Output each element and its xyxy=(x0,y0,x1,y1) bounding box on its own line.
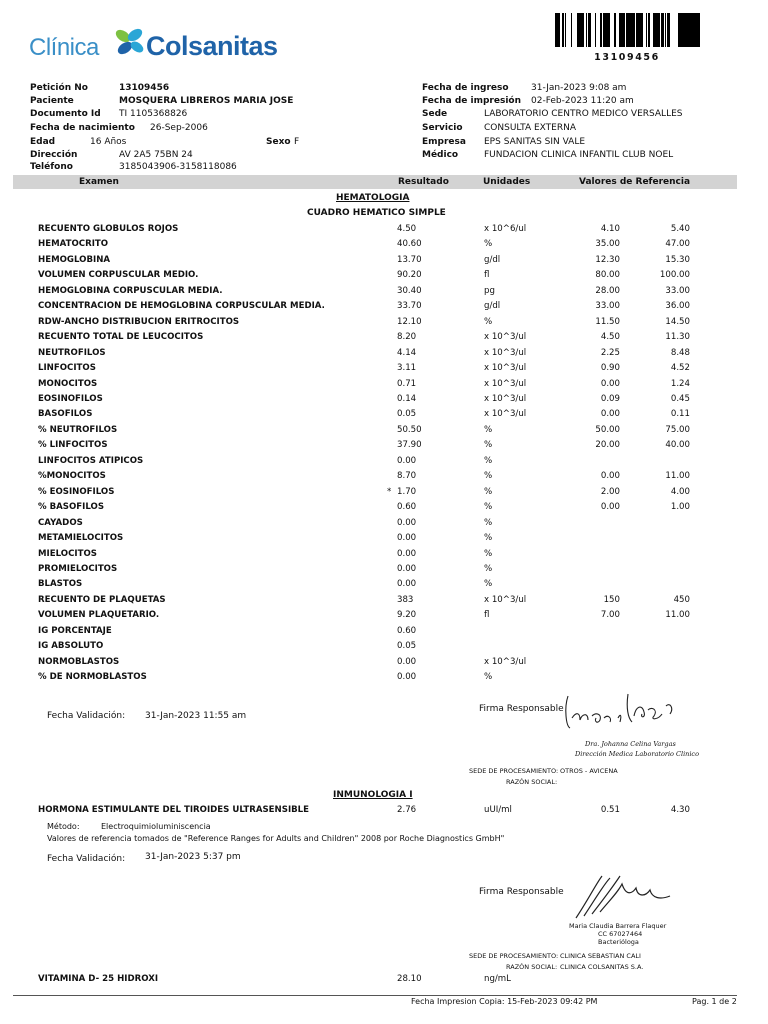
validation-label-2: Fecha Validación: xyxy=(47,854,126,864)
firma-label-2: Firma Responsable xyxy=(479,887,564,897)
ref-max: 11.00 xyxy=(665,471,690,482)
exam-value: 90.20 xyxy=(397,270,422,281)
signature-2-caption-title: Bacterióloga xyxy=(598,938,639,946)
ref-max: 100.00 xyxy=(659,270,690,281)
exam-name: HEMOGLOBINA CORPUSCULAR MEDIA. xyxy=(38,285,223,296)
exam-value: 0.05 xyxy=(397,409,417,420)
ref-min: 28.00 xyxy=(595,285,620,296)
exam-name: EOSINOFILOS xyxy=(38,393,103,404)
ref-min: 4.50 xyxy=(600,332,620,343)
info-value: 3185043906-3158118086 xyxy=(119,162,237,172)
exam-unit: x 10^3/ul xyxy=(484,347,527,358)
logo-text-clinica: Clínica xyxy=(29,34,99,61)
ref-max: 33.00 xyxy=(665,285,690,296)
exam-value: 40.60 xyxy=(397,239,422,250)
ref-max: 1.24 xyxy=(670,378,690,389)
exam-value: 383 xyxy=(397,594,414,605)
exam-value: 0.14 xyxy=(397,393,417,404)
ref-min: 4.10 xyxy=(600,224,620,234)
result-row xyxy=(0,223,768,235)
exam-unit: % xyxy=(484,563,493,574)
ref-min: 150 xyxy=(603,594,620,605)
info-value: 16 Años xyxy=(90,137,127,147)
result-row xyxy=(0,470,768,482)
ref-min: 0.00 xyxy=(600,378,620,389)
exam-unit: % xyxy=(484,486,493,497)
result-row xyxy=(0,578,768,590)
exam-name: % DE NORMOBLASTOS xyxy=(38,672,147,682)
section-title-hematologia: HEMATOLOGIA xyxy=(336,193,410,203)
ref-max: 0.11 xyxy=(670,409,690,420)
info-value: CONSULTA EXTERNA xyxy=(484,123,577,133)
sexo-label: Sexo xyxy=(266,137,291,147)
result-row xyxy=(0,609,768,621)
ref-min: 33.00 xyxy=(595,301,620,312)
ref-min: 0.90 xyxy=(600,363,620,373)
info-label: Paciente xyxy=(30,96,74,106)
info-label: Teléfono xyxy=(30,162,73,172)
ref-max: 4.00 xyxy=(670,486,690,497)
validation-date: 31-Jan-2023 11:55 am xyxy=(145,711,247,721)
footer-print-date: Fecha Impresion Copia: 15-Feb-2023 09:42 PM xyxy=(411,997,598,1006)
exam-name: % BASOFILOS xyxy=(38,502,105,513)
info-value: 02-Feb-2023 11:20 am xyxy=(531,96,634,106)
exam-name: LINFOCITOS ATIPICOS xyxy=(38,455,144,466)
exam-unit: x 10^3/ul xyxy=(484,393,527,404)
footer-divider xyxy=(13,995,737,996)
ref-min: 20.00 xyxy=(595,440,620,451)
ref-max: 5.40 xyxy=(670,224,690,234)
result-row xyxy=(0,362,768,374)
exam-name: HEMATOCRITO xyxy=(38,239,109,250)
firma-label: Firma Responsable xyxy=(479,704,564,714)
result-row-vitamina-d xyxy=(0,973,768,985)
sede-label-2: SEDE DE PROCESAMIENTO: xyxy=(469,952,559,960)
sede-label-1: SEDE DE PROCESAMIENTO: xyxy=(469,767,559,775)
exam-unit: pg xyxy=(484,285,495,296)
result-row xyxy=(0,671,768,683)
info-label: Médico xyxy=(422,150,459,160)
info-value: MOSQUERA LIBREROS MARIA JOSE xyxy=(119,96,294,106)
ref-max: 36.00 xyxy=(665,301,690,312)
section-title-inmunologia: INMUNOLOGIA I xyxy=(333,790,413,800)
col-result: Resultado xyxy=(398,177,449,187)
info-value: 31-Jan-2023 9:08 am xyxy=(531,83,627,93)
exam-name: RDW-ANCHO DISTRIBUCION ERITROCITOS xyxy=(38,316,240,327)
exam-unit: g/dl xyxy=(484,254,501,265)
exam-name: VOLUMEN PLAQUETARIO. xyxy=(38,610,160,621)
ref-min: 0.00 xyxy=(600,471,620,482)
info-label: Fecha de impresión xyxy=(422,96,521,106)
info-value: 26-Sep-2006 xyxy=(150,123,208,133)
ref-min: 0.00 xyxy=(600,502,620,513)
exam-unit: x 10^3/ul xyxy=(484,656,527,667)
signature-1-caption-title: Dirección Medica Laboratorio Clinico xyxy=(575,750,699,758)
exam-unit: fl xyxy=(484,270,490,281)
exam-unit: x 10^3/ul xyxy=(484,363,527,373)
ref-min: 80.00 xyxy=(595,270,620,281)
result-row xyxy=(0,316,768,328)
exam-unit: x 10^6/ul xyxy=(484,224,527,234)
exam-name: % LINFOCITOS xyxy=(38,440,108,451)
signature-1-image xyxy=(562,688,682,732)
ref-min: 11.50 xyxy=(595,316,620,327)
exam-name: PROMIELOCITOS xyxy=(38,563,118,574)
result-row xyxy=(0,501,768,513)
result-row-tsh xyxy=(0,804,768,816)
col-units: Unidades xyxy=(483,177,531,187)
exam-name: % NEUTROFILOS xyxy=(38,424,118,435)
info-value: EPS SANITAS SIN VALE xyxy=(484,137,586,147)
result-row xyxy=(0,455,768,467)
info-value: 13109456 xyxy=(119,83,170,93)
ref-min: 0.00 xyxy=(600,409,620,420)
info-label: Sede xyxy=(422,109,448,119)
exam-name: RECUENTO DE PLAQUETAS xyxy=(38,594,166,605)
exam-name: BASOFILOS xyxy=(38,409,93,420)
exam-unit: x 10^3/ul xyxy=(484,378,527,389)
reference-note: Valores de referencia tomados de "Reference Ranges for Adults and Children" 2008 por Roche Diagnostics GmbH" xyxy=(47,834,505,843)
exam-value: 8.20 xyxy=(397,332,417,343)
exam-name: VITAMINA D- 25 HIDROXI xyxy=(38,974,159,984)
exam-unit: % xyxy=(484,316,493,327)
exam-unit: x 10^3/ul xyxy=(484,594,527,605)
exam-value: 0.00 xyxy=(397,533,417,543)
ref-max: 4.30 xyxy=(670,805,690,815)
exam-unit: % xyxy=(484,440,493,451)
result-row xyxy=(0,254,768,266)
exam-name: VOLUMEN CORPUSCULAR MEDIO. xyxy=(38,270,199,281)
exam-value: 0.60 xyxy=(397,625,417,636)
exam-value: 9.20 xyxy=(397,610,417,621)
exam-unit: x 10^3/ul xyxy=(484,332,527,343)
col-exam: Examen xyxy=(79,177,119,187)
result-row xyxy=(0,269,768,281)
section-subtitle: CUADRO HEMATICO SIMPLE xyxy=(307,208,446,218)
exam-value: 8.70 xyxy=(397,471,417,482)
exam-value: 2.76 xyxy=(397,805,417,815)
result-row xyxy=(0,300,768,312)
ref-min: 0.09 xyxy=(600,393,620,404)
results-column-header xyxy=(13,175,737,189)
ref-max: 14.50 xyxy=(665,316,690,327)
exam-name: NEUTROFILOS xyxy=(38,347,106,358)
sede-value-1: OTROS - AVICENA xyxy=(560,767,618,775)
exam-unit: g/dl xyxy=(484,301,501,312)
ref-max: 15.30 xyxy=(665,254,690,265)
exam-unit: fl xyxy=(484,610,490,621)
info-label: Documento Id xyxy=(30,109,101,119)
exam-name: LINFOCITOS xyxy=(38,363,96,373)
exam-value: 12.10 xyxy=(397,316,422,327)
exam-value: 50.50 xyxy=(397,424,422,435)
exam-name: MONOCITOS xyxy=(38,378,98,389)
ref-max: 1.00 xyxy=(670,502,690,513)
exam-unit: % xyxy=(484,672,493,682)
metodo-value: Electroquimioluminiscencia xyxy=(101,822,211,831)
info-value: AV 2A5 75BN 24 xyxy=(119,150,193,160)
exam-unit: % xyxy=(484,455,493,466)
ref-max: 4.52 xyxy=(670,363,690,373)
info-label: Empresa xyxy=(422,137,466,147)
exam-unit: % xyxy=(484,502,493,513)
result-row xyxy=(0,625,768,637)
ref-min: 12.30 xyxy=(595,254,620,265)
exam-name: CAYADOS xyxy=(38,517,83,528)
exam-value: 0.60 xyxy=(397,502,417,513)
result-row xyxy=(0,563,768,575)
exam-name: % EOSINOFILOS xyxy=(38,486,115,497)
exam-name: RECUENTO GLOBULOS ROJOS xyxy=(38,224,179,234)
exam-value: 1.70 xyxy=(397,486,417,497)
exam-name: METAMIELOCITOS xyxy=(38,533,124,543)
signature-2-caption-cc: CC 67027464 xyxy=(598,930,643,938)
result-row xyxy=(0,548,768,560)
result-row xyxy=(0,424,768,436)
result-row xyxy=(0,439,768,451)
exam-name: RECUENTO TOTAL DE LEUCOCITOS xyxy=(38,332,204,343)
result-row xyxy=(0,393,768,405)
exam-value: 0.71 xyxy=(397,378,417,389)
result-row xyxy=(0,517,768,529)
signature-2-image xyxy=(566,870,676,922)
sede-value-2: CLINICA SEBASTIAN CALI xyxy=(560,952,641,960)
info-label: Fecha de ingreso xyxy=(422,83,509,93)
logo-flower-icon xyxy=(111,26,151,58)
result-row xyxy=(0,331,768,343)
ref-max: 11.00 xyxy=(665,610,690,621)
exam-name: CONCENTRACION DE HEMOGLOBINA CORPUSCULAR MEDIA. xyxy=(38,301,325,312)
info-label: Dirección xyxy=(30,150,78,160)
ref-min: 2.25 xyxy=(600,347,620,358)
exam-name: HORMONA ESTIMULANTE DEL TIROIDES ULTRASENSIBLE xyxy=(38,805,310,815)
validation-label: Fecha Validación: xyxy=(47,711,126,721)
exam-name: IG PORCENTAJE xyxy=(38,625,112,636)
ref-max: 40.00 xyxy=(665,440,690,451)
metodo-label: Método: xyxy=(47,822,80,831)
exam-name: IG ABSOLUTO xyxy=(38,641,104,652)
exam-value: 0.05 xyxy=(397,641,417,652)
ref-max: 450 xyxy=(673,594,690,605)
exam-unit: % xyxy=(484,239,493,250)
exam-value: 0.00 xyxy=(397,563,417,574)
result-row xyxy=(0,285,768,297)
result-row xyxy=(0,238,768,250)
info-label: Fecha de nacimiento xyxy=(30,123,135,133)
result-row xyxy=(0,640,768,652)
result-row xyxy=(0,532,768,544)
exam-value: 0.00 xyxy=(397,672,417,682)
exam-name: BLASTOS xyxy=(38,579,83,590)
exam-unit: ng/mL xyxy=(484,974,511,984)
exam-value: 28.10 xyxy=(397,974,422,984)
col-reference: Valores de Referencia xyxy=(579,177,691,187)
result-row xyxy=(0,347,768,359)
result-row xyxy=(0,656,768,668)
ref-max: 75.00 xyxy=(665,424,690,435)
ref-min: 0.51 xyxy=(600,805,620,815)
exam-unit: uUI/ml xyxy=(484,805,512,815)
ref-max: 47.00 xyxy=(665,239,690,250)
ref-min: 2.00 xyxy=(600,486,620,497)
ref-max: 8.48 xyxy=(670,347,690,358)
exam-value: 3.11 xyxy=(397,363,417,373)
info-value: TI 1105368826 xyxy=(119,109,188,119)
validation-date-2: 31-Jan-2023 5:37 pm xyxy=(145,852,241,862)
exam-value: 0.00 xyxy=(397,656,417,667)
exam-name: MIELOCITOS xyxy=(38,548,97,559)
exam-value: 4.50 xyxy=(397,224,417,234)
info-label: Petición No xyxy=(30,83,88,93)
footer-page-number: Pag. 1 de 2 xyxy=(692,997,737,1006)
result-row xyxy=(0,594,768,606)
info-label: Edad xyxy=(30,137,56,147)
info-value: FUNDACION CLINICA INFANTIL CLUB NOEL xyxy=(484,150,674,160)
exam-value: 33.70 xyxy=(397,301,422,312)
sexo-value: F xyxy=(294,137,300,147)
result-row xyxy=(0,378,768,390)
exam-unit: % xyxy=(484,548,493,559)
exam-unit: % xyxy=(484,533,493,543)
exam-value: 0.00 xyxy=(397,579,417,590)
ref-min: 7.00 xyxy=(600,610,620,621)
razon-label-1: RAZÓN SOCIAL: xyxy=(506,778,558,786)
info-label: Servicio xyxy=(422,123,463,133)
result-row xyxy=(0,408,768,420)
exam-value: 30.40 xyxy=(397,285,422,296)
ref-max: 11.30 xyxy=(665,332,690,343)
exam-unit: % xyxy=(484,579,493,590)
logo-text-colsanitas: Colsanitas xyxy=(146,31,278,61)
exam-name: NORMOBLASTOS xyxy=(38,656,120,667)
barcode-image xyxy=(550,13,702,47)
exam-value: 4.14 xyxy=(397,347,417,358)
exam-value: 37.90 xyxy=(397,440,422,451)
exam-unit: x 10^3/ul xyxy=(484,409,527,420)
result-row xyxy=(0,486,768,498)
ref-min: 35.00 xyxy=(595,239,620,250)
exam-name: HEMOGLOBINA xyxy=(38,254,111,265)
exam-value: 0.00 xyxy=(397,455,417,466)
razon-value-2: CLINICA COLSANITAS S.A. xyxy=(560,963,644,971)
exam-value: 13.70 xyxy=(397,254,422,265)
exam-name: %MONOCITOS xyxy=(38,471,106,482)
razon-label-2: RAZÓN SOCIAL: xyxy=(506,963,558,971)
ref-min: 50.00 xyxy=(595,424,620,435)
exam-unit: % xyxy=(484,471,493,482)
exam-unit: % xyxy=(484,517,493,528)
signature-1-caption-name: Dra. Johanna Celina Vargas xyxy=(585,740,676,748)
signature-2-caption-name: Maria Claudia Barrera Flaquer xyxy=(569,922,667,930)
info-value: LABORATORIO CENTRO MEDICO VERSALLES xyxy=(484,109,683,119)
barcode-number: 13109456 xyxy=(594,52,660,63)
ref-max: 0.45 xyxy=(670,393,690,404)
exam-unit: % xyxy=(484,424,493,435)
abnormal-flag: * xyxy=(387,486,392,497)
exam-value: 0.00 xyxy=(397,548,417,559)
exam-value: 0.00 xyxy=(397,517,417,528)
